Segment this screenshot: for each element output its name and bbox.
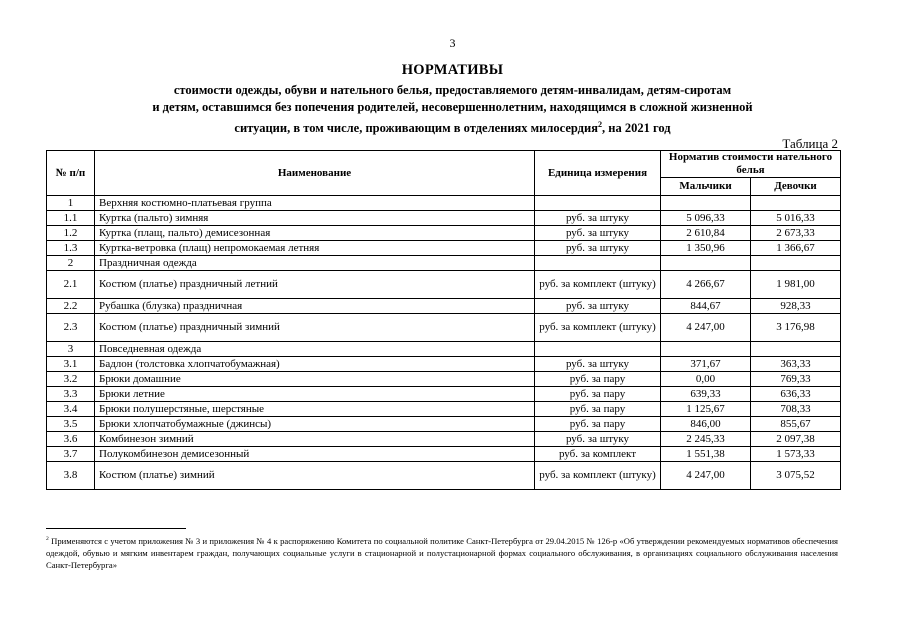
table-row xyxy=(47,226,841,241)
row-unit xyxy=(535,342,661,357)
row-unit: руб. за штуку xyxy=(535,432,661,447)
row-name: Комбинезон зимний xyxy=(95,432,535,447)
row-unit: руб. за пару xyxy=(535,387,661,402)
row-name: Костюм (платье) праздничный зимний xyxy=(95,314,535,342)
table-row xyxy=(47,299,841,314)
norms-table-body xyxy=(47,196,841,490)
row-girls-value: 2 097,38 xyxy=(751,432,841,447)
row-boys-value: 4 247,00 xyxy=(661,314,751,342)
row-unit xyxy=(535,196,661,211)
header-boys: Мальчики xyxy=(661,178,751,196)
row-unit: руб. за штуку xyxy=(535,241,661,256)
row-boys-value xyxy=(661,196,751,211)
row-girls-value: 1 981,00 xyxy=(751,271,841,299)
footnote xyxy=(46,533,838,571)
row-boys-value: 4 247,00 xyxy=(661,462,751,490)
row-number: 1.3 xyxy=(47,241,95,256)
row-girls-value: 1 573,33 xyxy=(751,447,841,462)
row-name: Повседневная одежда xyxy=(95,342,535,357)
row-girls-value: 928,33 xyxy=(751,299,841,314)
row-number: 3.3 xyxy=(47,387,95,402)
row-girls-value xyxy=(751,256,841,271)
row-number: 3.5 xyxy=(47,417,95,432)
row-unit: руб. за штуку xyxy=(535,357,661,372)
row-boys-value: 846,00 xyxy=(661,417,751,432)
row-boys-value: 1 350,96 xyxy=(661,241,751,256)
row-boys-value: 2 610,84 xyxy=(661,226,751,241)
row-girls-value: 769,33 xyxy=(751,372,841,387)
subtitle-line-2: и детям, оставшимся без попечения родителей, несовершеннолетним, находящимся в сложной жизненной xyxy=(152,100,753,114)
row-name: Праздничная одежда xyxy=(95,256,535,271)
norms-table xyxy=(46,150,841,490)
row-number: 3.2 xyxy=(47,372,95,387)
row-girls-value: 708,33 xyxy=(751,402,841,417)
row-unit: руб. за штуку xyxy=(535,226,661,241)
row-unit xyxy=(535,256,661,271)
row-name: Куртка (плащ, пальто) демисезонная xyxy=(95,226,535,241)
row-girls-value: 363,33 xyxy=(751,357,841,372)
table-row xyxy=(47,211,841,226)
row-boys-value: 639,33 xyxy=(661,387,751,402)
row-boys-value xyxy=(661,342,751,357)
header-unit: Единица измерения xyxy=(535,151,661,196)
row-number: 1.2 xyxy=(47,226,95,241)
row-unit: руб. за комплект (штуку) xyxy=(535,462,661,490)
row-boys-value: 371,67 xyxy=(661,357,751,372)
row-girls-value: 3 176,98 xyxy=(751,314,841,342)
row-number: 3.4 xyxy=(47,402,95,417)
row-number: 3.1 xyxy=(47,357,95,372)
row-name: Рубашка (блузка) праздничная xyxy=(95,299,535,314)
row-girls-value: 2 673,33 xyxy=(751,226,841,241)
table-row xyxy=(47,256,841,271)
document-subtitle xyxy=(80,82,825,137)
footnote-divider xyxy=(46,528,186,529)
page-number: 3 xyxy=(449,36,456,50)
row-name: Куртка (пальто) зимняя xyxy=(95,211,535,226)
row-number: 2.2 xyxy=(47,299,95,314)
row-number: 1 xyxy=(47,196,95,211)
row-name: Куртка-ветровка (плащ) непромокаемая летняя xyxy=(95,241,535,256)
table-row xyxy=(47,372,841,387)
row-number: 3.8 xyxy=(47,462,95,490)
row-number: 3.7 xyxy=(47,447,95,462)
header-girls: Девочки xyxy=(751,178,841,196)
row-name: Костюм (платье) зимний xyxy=(95,462,535,490)
row-number: 2.3 xyxy=(47,314,95,342)
footnote-text: Применяются с учетом приложения № 3 и приложения № 4 к распоряжению Комитета по социальной политике Санкт-Петербурга от 29.04.2015 № 126-р «Об утверждении рекомендуемых нормативов обеспечения одеждой, обувью и мягким инвентарем граждан, получающих социальные услуги в стационарной и полустационарной формах социального обслуживания, в организациях социального обслуживания населения Санкт-Петербурга» xyxy=(46,535,838,570)
table-row xyxy=(47,314,841,342)
table-row xyxy=(47,402,841,417)
row-number: 3.6 xyxy=(47,432,95,447)
table-label: Таблица 2 xyxy=(782,136,838,151)
row-boys-value: 1 125,67 xyxy=(661,402,751,417)
row-number: 2 xyxy=(47,256,95,271)
row-boys-value: 1 551,38 xyxy=(661,447,751,462)
row-girls-value xyxy=(751,342,841,357)
row-name: Брюки летние xyxy=(95,387,535,402)
row-girls-value: 636,33 xyxy=(751,387,841,402)
header-norm: Норматив стоимости нательного белья xyxy=(661,151,841,178)
table-row xyxy=(47,357,841,372)
row-girls-value xyxy=(751,196,841,211)
row-boys-value: 0,00 xyxy=(661,372,751,387)
table-row xyxy=(47,241,841,256)
table-row xyxy=(47,387,841,402)
subtitle-line-3-start: ситуации, в том числе, проживающим в отделениях милосердия xyxy=(234,121,598,136)
footnote-mark: 2 xyxy=(46,536,49,542)
header-name: Наименование xyxy=(95,151,535,196)
row-girls-value: 855,67 xyxy=(751,417,841,432)
row-name: Бадлон (толстовка хлопчатобумажная) xyxy=(95,357,535,372)
row-girls-value: 3 075,52 xyxy=(751,462,841,490)
table-row xyxy=(47,447,841,462)
row-name: Полукомбинезон демисезонный xyxy=(95,447,535,462)
row-boys-value xyxy=(661,256,751,271)
row-unit: руб. за комплект (штуку) xyxy=(535,314,661,342)
table-row xyxy=(47,417,841,432)
row-name: Брюки полушерстяные, шерстяные xyxy=(95,402,535,417)
row-boys-value: 844,67 xyxy=(661,299,751,314)
footnote-reference[interactable]: 2 xyxy=(597,120,603,129)
row-unit: руб. за пару xyxy=(535,402,661,417)
row-number: 1.1 xyxy=(47,211,95,226)
subtitle-line-3-end: , на 2021 год xyxy=(602,121,671,136)
row-girls-value: 5 016,33 xyxy=(751,211,841,226)
subtitle-line-3 xyxy=(80,116,825,137)
subtitle-line-1: стоимости одежды, обуви и нательного белья, предоставляемого детям-инвалидам, детям-сиротам xyxy=(173,83,732,97)
row-number: 2.1 xyxy=(47,271,95,299)
row-boys-value: 4 266,67 xyxy=(661,271,751,299)
row-unit: руб. за пару xyxy=(535,372,661,387)
row-number: 3 xyxy=(47,342,95,357)
row-girls-value: 1 366,67 xyxy=(751,241,841,256)
row-name: Брюки хлопчатобумажные (джинсы) xyxy=(95,417,535,432)
header-num: № п/п xyxy=(47,151,95,196)
row-boys-value: 5 096,33 xyxy=(661,211,751,226)
table-row xyxy=(47,462,841,490)
row-boys-value: 2 245,33 xyxy=(661,432,751,447)
table-row xyxy=(47,342,841,357)
row-name: Верхняя костюмно-платьевая группа xyxy=(95,196,535,211)
row-unit: руб. за комплект xyxy=(535,447,661,462)
row-name: Брюки домашние xyxy=(95,372,535,387)
table-row xyxy=(47,271,841,299)
row-unit: руб. за комплект (штуку) xyxy=(535,271,661,299)
row-unit: руб. за пару xyxy=(535,417,661,432)
table-row xyxy=(47,432,841,447)
row-name: Костюм (платье) праздничный летний xyxy=(95,271,535,299)
row-unit: руб. за штуку xyxy=(535,211,661,226)
document-title: НОРМАТИВЫ xyxy=(401,62,504,78)
table-row xyxy=(47,196,841,211)
row-unit: руб. за штуку xyxy=(535,299,661,314)
